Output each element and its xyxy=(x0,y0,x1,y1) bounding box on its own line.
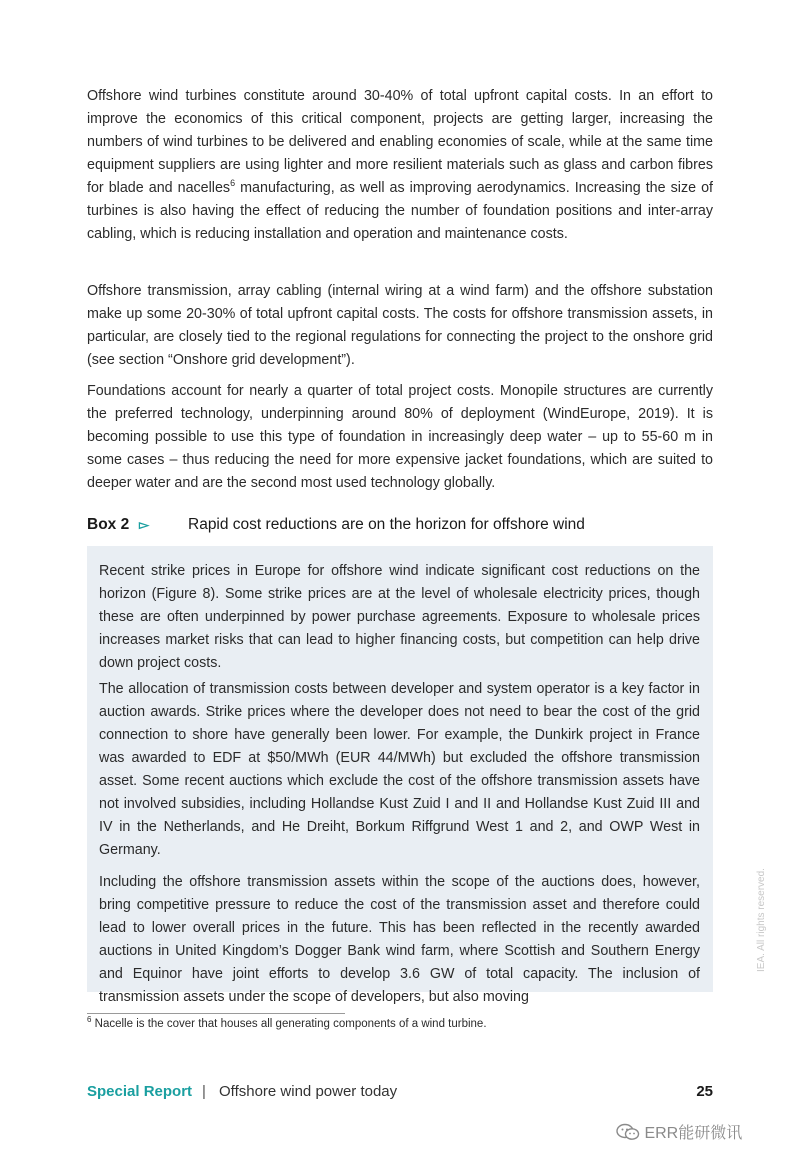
info-box xyxy=(87,546,713,1005)
footnote-number: 6 xyxy=(87,1015,92,1025)
footer-subtitle: Offshore wind power today xyxy=(219,1083,398,1100)
footnote xyxy=(87,1015,487,1030)
box-paragraph-competitive-pressure: Including the offshore transmission assets within the scope of the auctions does, however, bring competitive pressure to reduce the cost of the transmission asset and therefore could lead to lower overall prices in the future. This has been reflected in the recently awarded auctions in United Kingdom’s Dogger Bank wind farm, where Scottish and Southern Energy and Equinor have joint efforts to develop 3.6 GW of total capacity. The inclusion of transmission assets under the scope of developers, but also moving xyxy=(99,874,700,1005)
box-paragraph-strike-prices: Recent strike prices in Europe for offshore wind indicate significant cost reductions on the horizon (Figure 8). Some strike prices are at the level of wholesale electricity prices, though these are often underpinned by power purchase agreements. Exposure to wholesale prices increases market risks that can lead to higher financing costs, but competition can help drive down project costs. xyxy=(99,563,700,671)
box-label: Box 2 xyxy=(87,516,130,533)
box-arrow-icon: ▻ xyxy=(139,517,149,532)
box-heading xyxy=(87,516,713,540)
page-number: 25 xyxy=(696,1083,713,1100)
box-title: Rapid cost reductions are on the horizon for offshore wind xyxy=(188,516,585,533)
footnote-reference[interactable]: 6 xyxy=(230,178,236,189)
paragraph-text: manufacturing, as well as improving aerodynamics. Increasing the size of turbines is also having the effect of reducing the number of foundation positions and inter-array cabling, which is reducing installation and operation and maintenance costs. xyxy=(87,180,713,242)
footnote-divider xyxy=(87,1013,345,1014)
page-footer xyxy=(87,1083,713,1105)
watermark-text: ERR能研微讯 xyxy=(644,1125,743,1142)
wechat-icon xyxy=(616,1123,640,1141)
paragraph-text: Offshore wind turbines constitute around 30-40% of total upfront capital costs. In an effort to improve the economics of this critical component, projects are getting larger, increasing the numbers of wind turbines to be delivered and enabling economies of scale, while at the same time equipment suppliers are using lighter and more resilient materials such as glass and carbon fibres for blade and nacelles xyxy=(87,88,713,196)
paragraph-turbine-costs xyxy=(87,85,713,246)
footer-report-title: Special Report xyxy=(87,1083,193,1100)
footnote-text: Nacelle is the cover that houses all generating components of a wind turbine. xyxy=(91,1018,487,1030)
footer-separator: | xyxy=(202,1083,206,1100)
copyright-notice: IEA. All rights reserved. xyxy=(756,868,767,972)
paragraph-transmission-costs: Offshore transmission, array cabling (internal wiring at a wind farm) and the offshore substation make up some 20-30% of total upfront capital costs. The costs for offshore transmission assets, in particular, are closely tied to the regional regulations for connecting the project to the onshore grid (see section “Onshore grid development”). xyxy=(87,283,713,368)
paragraph-foundation-costs: Foundations account for nearly a quarter of total project costs. Monopile structures are currently the preferred technology, underpinning around 80% of deployment (WindEurope, 2019). It is becoming possible to use this type of foundation in increasingly deep water – up to 55-60 m in some cases – thus reducing the need for more expensive jacket foundations, which are suited to deeper water and are the second most used technology globally. xyxy=(87,383,713,491)
watermark xyxy=(616,1120,742,1142)
box-paragraph-transmission-allocation: The allocation of transmission costs between developer and system operator is a key factor in auction awards. Strike prices where the developer does not need to bear the cost of the grid connection to shore have generally been lower. For example, the Dunkirk project in France was awarded to EDF at $50/MWh (EUR 44/MWh) but excluded the offshore transmission asset. Some recent auctions which exclude the cost of the offshore transmission assets have not involved subsidies, including Hollandse Kust Zuid I and II and Hollandse Kust Zuid III and IV in the Netherlands, and He Dreiht, Borkum Riffgrund West 1 and 2, and OWP West in Germany. xyxy=(99,681,700,858)
